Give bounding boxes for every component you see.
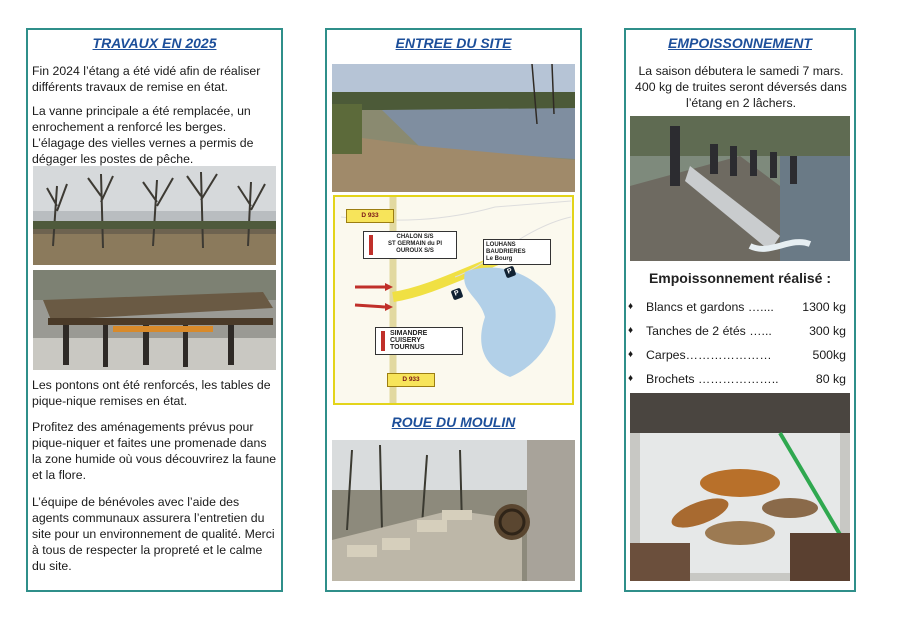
diamond-bullet-icon: ♦	[628, 373, 634, 384]
fish-quantity: 1300 kg	[802, 300, 846, 314]
sign-east	[483, 239, 551, 265]
photo-pontoon	[33, 270, 276, 370]
panel-empoissonnement	[624, 28, 856, 592]
travaux-paragraph-5: L’équipe de bénévoles avec l’aide des agents communaux assurera l’entretien du site pour un environnement de qualité. Merci à tous de respecter la propreté et le calme du site.	[32, 495, 275, 573]
list-item	[628, 348, 846, 366]
list-item	[628, 300, 846, 318]
photo-trout-release	[630, 116, 850, 261]
photo-trees-cleared	[33, 166, 276, 265]
panel-title-roue: ROUE DU MOULIN	[391, 414, 516, 430]
list-item	[628, 372, 846, 390]
diamond-bullet-icon: ♦	[628, 349, 634, 360]
arrow-up-icon	[369, 235, 373, 255]
photo-fish-catch	[630, 393, 850, 581]
road-d933-bottom: D 933	[387, 373, 435, 387]
fish-quantity: 500kg	[812, 348, 846, 362]
list-item	[628, 324, 846, 342]
travaux-paragraph-2: La vanne principale a été remplacée, un enrochement a renforcé les berges. L’élagage des vielles vernes a permis de dégager les postes de pêche.	[32, 104, 254, 166]
panel-travaux	[26, 28, 283, 592]
panel-entree	[325, 28, 582, 592]
fish-quantity: 300 kg	[809, 324, 846, 338]
travaux-paragraph-3: Les pontons ont été renforcés, les tables de pique-nique remises en état.	[32, 378, 271, 408]
panel-title-travaux: TRAVAUX EN 2025	[92, 35, 217, 51]
arrow-down-icon	[381, 331, 385, 351]
sign-south	[375, 327, 463, 355]
sign-south-text: SIMANDRE CUISERY TOURNUS	[390, 330, 428, 351]
empoissonnement-intro: La saison débutera le samedi 7 mars. 400 kg de truites seront déversés dans l’étang en 2 lâchers.	[635, 64, 847, 110]
fish-name: Brochets ………………..	[646, 372, 779, 386]
sign-east-text: LOUHANS BAUDRIERES Le Bourg	[486, 242, 526, 262]
fish-name: Tanches de 2 étés …...	[646, 324, 772, 338]
parking-icon: P	[504, 266, 517, 279]
fish-name: Blancs et gardons …....	[646, 300, 774, 314]
panel-title-entree: ENTREE DU SITE	[395, 35, 512, 51]
diamond-bullet-icon: ♦	[628, 301, 634, 312]
sign-north-text: CHALON S/S ST GERMAIN du Pl OUROUX S/S	[388, 234, 442, 254]
photo-pond-entrance	[332, 64, 575, 192]
travaux-paragraph-1: Fin 2024 l’étang a été vidé afin de réaliser différents travaux de remise en état.	[32, 64, 261, 94]
parking-icon: P	[451, 288, 464, 301]
access-map	[333, 195, 574, 405]
empoissonnement-realise-title: Empoissonnement réalisé :	[648, 270, 832, 286]
fish-quantity: 80 kg	[815, 372, 846, 386]
diamond-bullet-icon: ♦	[628, 325, 634, 336]
sign-north	[363, 231, 457, 259]
road-d933-top: D 933	[346, 209, 394, 223]
fish-name: Carpes…………………	[646, 348, 772, 362]
photo-mill-wheel	[332, 440, 575, 581]
panel-title-empoissonnement: EMPOISSONNEMENT	[668, 35, 812, 51]
travaux-paragraph-4: Profitez des aménagements prévus pour pique-niquer et faites une promenade dans la zone humide où vous découvrirez la faune et la flore.	[32, 420, 277, 482]
